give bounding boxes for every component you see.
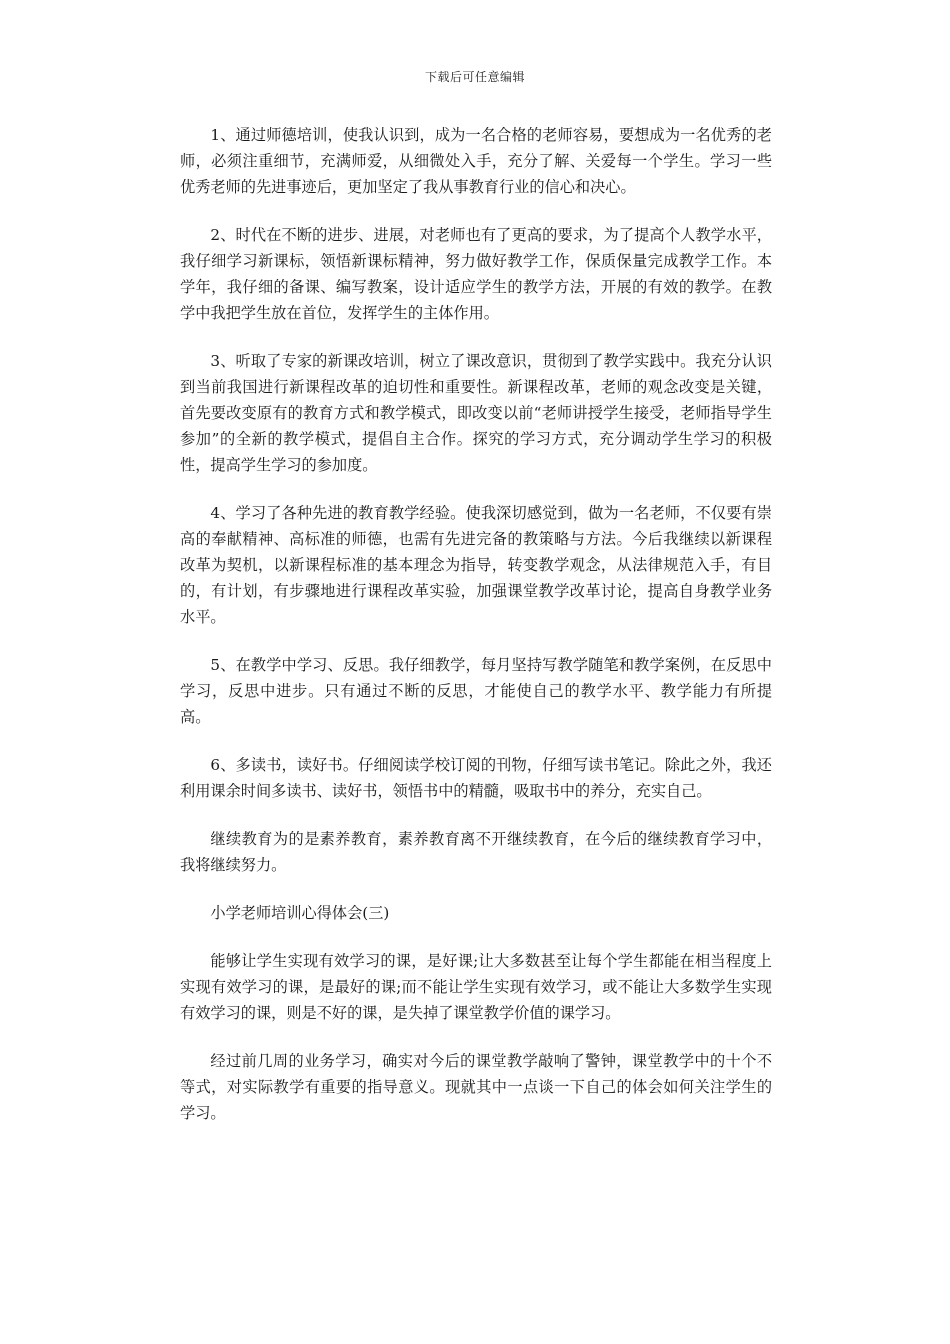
paragraph-good-lesson: 能够让学生实现有效学习的课，是好课;让大多数甚至让每个学生都能在相当程度上实现有效学习的课，是最好的课;而不能让学生实现有效学习，或不能让大多数学生实现有效学习的课，则是不好的课，是失掉了课堂教学价值的课学习。 xyxy=(180,952,772,1022)
paragraph-2: 2、时代在不断的进步、进展，对老师也有了更高的要求，为了提高个人教学水平，我仔细学习新课标，领悟新课标精神，努力做好教学工作，保质保量完成教学工作。本学年，我仔细的备课、编写教案，设计适应学生的教学方法，开展的有效的教学。在教学中我把学生放在首位，发挥学生的主体作用。 xyxy=(180,226,772,322)
paragraph-1: 1、通过师德培训，使我认识到，成为一名合格的老师容易，要想成为一名优秀的老师，必须注重细节，充满师爱，从细微处入手，充分了解、关爱每一个学生。学习一些优秀老师的先进事迹后，更加坚定了我从事教育行业的信心和决心。 xyxy=(180,126,772,196)
paragraph-6: 6、多读书，读好书。仔细阅读学校订阅的刊物，仔细写读书笔记。除此之外，我还利用课余时间多读书、读好书，领悟书中的精髓，吸取书中的养分，充实自己。 xyxy=(180,756,772,800)
paragraph-3: 3、听取了专家的新课改培训，树立了课改意识，贯彻到了教学实践中。我充分认识到当前我国进行新课程改革的迫切性和重要性。新课程改革，老师的观念改变是关键，首先要改变原有的教育方式和教学模式，即改变以前“老师讲授学生接受，老师指导学生参加”的全新的教学模式，提倡自主合作。探究的学习方式，充分调动学生学习的积极性，提高学生学习的参加度。 xyxy=(180,352,772,474)
paragraph-4: 4、学习了各种先进的教育教学经验。使我深切感觉到，做为一名老师，不仅要有崇高的奉献精神、高标准的师德，也需有先进完备的教策略与方法。今后我继续以新课程改革为契机，以新课程标准的基本理念为指导，转变教学观念，从法律规范入手，有目的，有计划，有步骤地进行课程改革实验，加强课堂教学改革讨论，提高自身教学业务水平。 xyxy=(180,504,772,626)
document-body xyxy=(180,122,772,1148)
paragraph-5: 5、在教学中学习、反思。我仔细教学，每月坚持写教学随笔和教学案例，在反思中学习，反思中进步。只有通过不断的反思，才能使自己的教学水平、教学能力有所提高。 xyxy=(180,656,772,726)
section-title: 小学老师培训心得体会(三) xyxy=(210,904,390,922)
page-header: 下载后可任意编辑 xyxy=(424,70,525,84)
paragraph-conclusion: 继续教育为的是素养教育，素养教育离不开继续教育，在今后的继续教育学习中，我将继续努力。 xyxy=(180,830,772,874)
paragraph-study-reflection: 经过前几周的业务学习，确实对今后的课堂教学敲响了警钟，课堂教学中的十个不等式，对实际教学有重要的指导意义。现就其中一点谈一下自己的体会如何关注学生的学习。 xyxy=(180,1052,772,1122)
